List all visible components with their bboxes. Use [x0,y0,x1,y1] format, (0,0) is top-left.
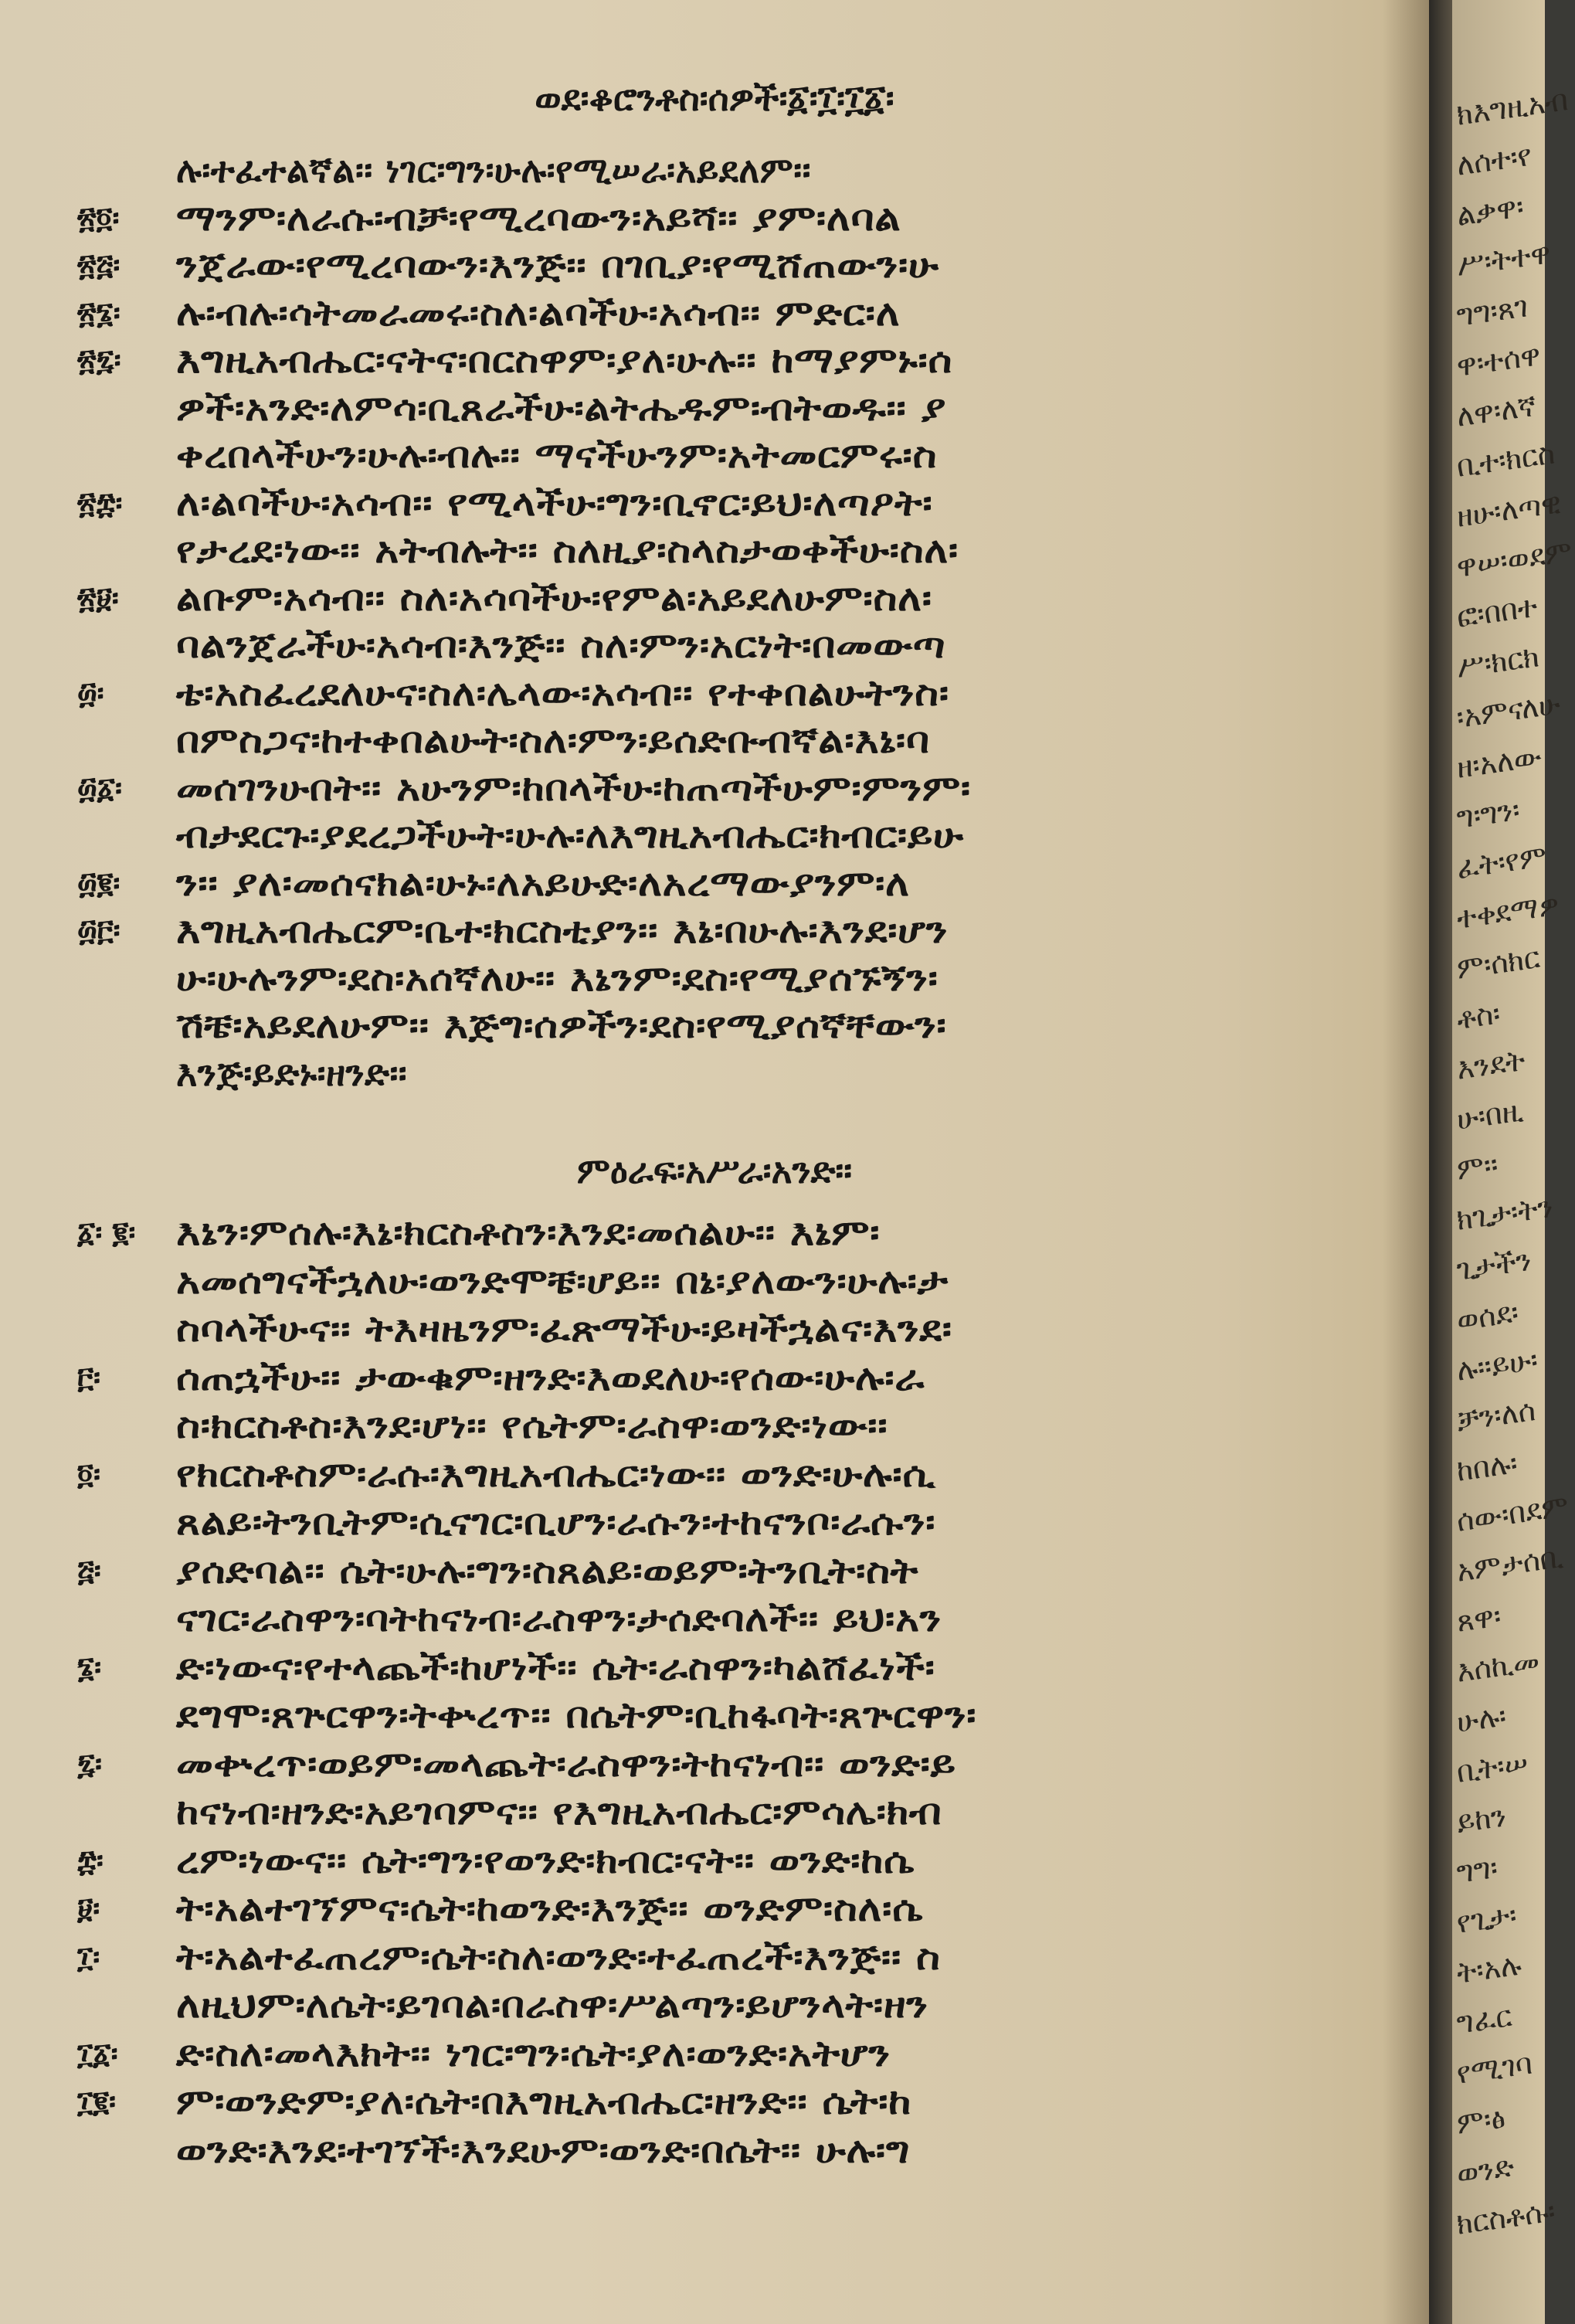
text-line: በምስጋና፡ከተቀበልሁት፡ስለ፡ምን፡ይሰድቡብኛል፡እኔ፡ባ [176,719,930,761]
next-page-fragment: ወሰደ፡ [1454,1295,1521,1337]
verse-number: ፬፡ [77,1456,100,1491]
next-page-fragment: ሰው፡በደም [1454,1488,1571,1538]
verse-number: ፳፮፡ [77,295,121,330]
next-page-edge [1452,0,1575,2324]
next-page-fragment: ፡አምናለሁ [1454,686,1563,735]
verse-number: ፲፡ [77,1939,100,1974]
verse-number: ፩፡ ፪፡ [77,1215,136,1249]
next-page-fragment: ለሰተ፡የ [1454,138,1534,182]
text-line: ወንድ፡እንደ፡ተገኘች፡እንደሁም፡ወንድ፡በሴት፡፡ ሁሉ፡ግ [176,2129,911,2171]
verse-number: ፱፡ [77,1891,100,1925]
next-page-fragment: ግ፡ግን፡ [1454,792,1522,835]
text-line: ንጀራው፡የሚረባውን፡እንጅ፡፡ በገቢያ፡የሚሸጠውን፡ሁ [176,244,939,286]
verse-number: ፳፰፡ [77,485,123,520]
text-line: ቀረበላችሁን፡ሁሉ፡ብሉ፡፡ ማናችሁንም፡አትመርምሩ፡ስ [176,434,938,476]
book-gutter [1429,0,1452,2324]
next-page-fragment: ግፈር [1454,1999,1514,2040]
page-curl-shadow [1383,0,1429,2324]
text-line: ሽቼ፡አይደለሁም፡፡ እጅግ፡ሰዎችን፡ደስ፡የሚያሰኛቸውን፡ [176,1004,947,1046]
next-page-fragment: ግግ፡ [1454,1850,1500,1890]
text-line: መሰገንሁበት፡፡ አሁንም፡ከበላችሁ፡ከጠጣችሁም፡ምንም፡ [176,766,971,809]
next-page-fragment: ጊታችን [1454,1242,1534,1287]
next-page-fragment: ቶስ፡ [1454,996,1502,1036]
next-page-fragment: የሚገባ [1454,2046,1535,2091]
verse-number: ፮፡ [77,1650,102,1684]
text-line: ስባላችሁና፡፡ ትእዛዜንም፡ፈጽማችሁ፡ይዛችኋልና፡እንደ፡ [176,1308,952,1350]
next-page-fragment: ከበሉ፡ [1454,1446,1520,1488]
verse-number: ፳፭፡ [77,248,121,282]
verse-number: ፴፡ [77,675,104,710]
next-page-fragment: ክርስቶሱ፡ [1454,2193,1558,2241]
verse-number: ፭፡ [77,1553,101,1588]
text-line: ለ፡ልባችሁ፡አሳብ፡፡ የሚላችሁ፡ግን፡ቢኖር፡ይህ፡ለጣዖት፡ [176,481,933,524]
next-page-fragment: ግግ፡ጸገ [1454,289,1530,333]
verse-number: ፲፩፡ [77,2036,118,2071]
text-line: ባልንጀራችሁ፡አሳብ፡እንጅ፡፡ ስለ፡ምን፡አርነት፡በመውጣ [176,624,946,666]
text-line: መቍረጥ፡ወይም፡መላጨት፡ራስዋን፡ትከናነብ፡፡ ወንድ፡ይ [176,1742,956,1785]
next-page-fragment: ት፡አሉ [1454,1947,1524,1990]
next-page-fragment: ተቀደማዎ [1454,887,1562,936]
text-line: ረም፡ነውና፡፡ ሴት፡ግን፡የወንድ፡ክብር፡ናት፡፡ ወንድ፡ከሴ [176,1839,915,1881]
next-page-fragment: ጸዋ፡ [1454,1599,1503,1639]
next-page-fragment: ቻን፡ለሰ [1454,1392,1538,1438]
next-page-fragment: ክእግዚአብ [1454,83,1570,132]
text-line: ድ፡ነውና፡የተላጨች፡ከሆነች፡፡ ሴት፡ራስዋን፡ካልሸፈነች፡ [176,1646,935,1688]
text-line: አመሰግናችኋለሁ፡ወንድሞቼ፡ሆይ፡፡ በኔ፡ያለውን፡ሁሉ፡ታ [176,1259,949,1302]
next-page-fragment: ዋ፡ተሰዋ [1454,338,1543,383]
text-line: ድ፡ስለ፡መላእክት፡፡ ነገር፡ግን፡ሴት፡ያለ፡ወንድ፡አትሆን [176,2032,891,2074]
text-line: ሉ፡ብሉ፡ሳትመራመሩ፡ስለ፡ልባችሁ፡አሳብ፡፡ ምድር፡ለ [176,291,901,334]
next-page-fragment: ክጊታ፡ትን [1454,1189,1556,1237]
text-line: የክርስቶስም፡ራሱ፡እግዚአብሔር፡ነው፡፡ ወንድ፡ሁሉ፡ሲ [176,1452,936,1495]
text-line: ሰጠኋችሁ፡፡ ታውቁም፡ዘንድ፡እወደለሁ፡የሰው፡ሁሉ፡ራ [176,1356,925,1398]
next-page-fragment: የጊታ፡ [1454,1898,1519,1940]
next-page-fragment: እንደት [1454,1042,1528,1086]
text-line: ት፡አልተገኘምና፡ሴት፡ከወንድ፡እንጅ፡፡ ወንድም፡ስለ፡ሴ [176,1887,924,1929]
verse-number: ፳፯፡ [77,343,121,377]
next-page-fragment: ወንድ [1454,2149,1516,2191]
next-page-fragment: ቢተ፡ክርስ [1454,436,1557,484]
chapter-heading: ምዕራፍ፡አሥራ፡አንድ፡፡ [576,1150,853,1191]
text-line: ጸልይ፡ትንቢትም፡ሲናገር፡ቢሆን፡ራሱን፡ተከናንቦ፡ራሱን፡ [176,1501,936,1543]
text-line: እንጅ፡ይድኑ፡ዘንድ፡፡ [176,1052,408,1094]
next-page-fragment: ፈት፡የም [1454,838,1550,885]
verse-number: ፫፡ [77,1360,100,1395]
text-line: ሉ፡ተፈተልኛል፡፡ ነገር፡ግን፡ሁሉ፡የሚሠራ፡አይደለም፡፡ [176,149,811,191]
verse-number: ፴፩፡ [77,770,123,805]
next-page-fragment: ሥ፡ትተዋ [1454,236,1553,283]
next-page-fragment: ም፡ፅ [1454,2100,1508,2141]
next-page-fragment: ልቃዋ፡ [1454,189,1526,233]
next-page-fragment: ም፡ሰክር [1454,940,1543,986]
next-page-fragment: ፎ፡በበተ [1454,589,1539,634]
verse-number: ፰፡ [77,1843,104,1877]
next-page-fragment: ይከን [1454,1799,1509,1840]
text-line: ልቡም፡አሳብ፡፡ ስለ፡አሳባችሁ፡የምል፡አይደለሁም፡ስለ፡ [176,576,932,619]
text-line: እኔን፡ምሰሉ፡እኔ፡ክርስቶስን፡እንደ፡መሰልሁ፡፡ እኔም፡ [176,1211,881,1253]
next-page-fragment: ሁ፡በዚ [1454,1093,1526,1137]
text-line: ከናነብ፡ዘንድ፡አይገባምና፡፡ የእግዚአብሔር፡ምሳሌ፡ክብ [176,1791,942,1833]
text-line: ያሰድባል፡፡ ሴት፡ሁሉ፡ግን፡ስጸልይ፡ወይም፡ትንቢት፡ስት [176,1549,918,1592]
text-line: ዎች፡አንድ፡ለምሳ፡ቢጸራችሁ፡ልትሔዱም፡ብትወዱ፡፡ ያ [176,386,946,429]
next-page-fragment: ዘ፡አለው [1454,739,1544,785]
text-line: እግዚአብሔር፡ናትና፡በርስዋም፡ያለ፡ሁሉ፡፡ ከማያምኑ፡ሰ [176,339,953,381]
next-page-fragment: ሥ፡ክርክ [1454,639,1542,685]
next-page-fragment: ዘሁ፡ለጣዊ [1454,485,1563,534]
text-line: ናገር፡ራስዋን፡ባትከናነብ፡ራስዋን፡ታሰድባለች፡፡ ይህ፡አን [176,1598,942,1639]
text-line: ለዚህም፡ለሴት፡ይገባል፡በራስዋ፡ሥልጣን፡ይሆንላት፡ዘን [176,1984,928,2026]
text-line: የታረደ፡ነው፡፡ አትብሉት፡፡ ስለዚያ፡ስላስታወቀችሁ፡ስለ፡ [176,529,959,571]
text-line: ደግሞ፡ጸጕርዋን፡ትቍረጥ፡፡ በሴትም፡ቢከፋባት፡ጸጕርዋን፡ [176,1694,977,1736]
verse-number: ፲፪፡ [77,2084,116,2118]
next-page-fragment: ም፡፡ [1454,1147,1500,1187]
text-line: ት፡አልተፈጠረም፡ሴት፡ስለ፡ወንድ፡ተፈጠረች፡እንጅ፡፡ ስ [176,1935,941,1978]
verse-number: ፴፫፡ [77,913,121,947]
text-line: ሁ፡ሁሉንም፡ደስ፡አሰኛለሁ፡፡ እኔንም፡ደስ፡የሚያሰኙኝን፡ [176,956,939,999]
next-page-fragment: ዋሠ፡ወደም [1454,534,1575,584]
next-page-fragment: አምታሰቢ [1454,1539,1566,1588]
text-line: ቴ፡አስፈረደለሁና፡ስለ፡ሌላው፡አሳብ፡፡ የተቀበልሁትንስ፡ [176,671,949,714]
next-page-fragment: ሁሉ፡ [1454,1698,1509,1739]
verse-number: ፳፱፡ [77,580,119,615]
next-page-fragment: ለዋ፡ለኛ [1454,388,1539,433]
running-header: ወደ፡ቆሮንቶስ፡ሰዎች፡፩፡፲፡፲፩፡ [535,77,894,119]
verse-number: ፯፡ [77,1746,102,1781]
next-page-fragment: ሉ፡፡ይሁ፡ [1454,1342,1540,1388]
verse-number: ፳፬፡ [77,200,120,235]
text-line: ማንም፡ለራሱ፡ብቻ፡የሚረባውን፡አይሻ፡፡ ያም፡ለባል [176,196,901,239]
verse-number: ፴፪፡ [77,865,121,900]
text-line: ን፡፡ ያለ፡መሰናክል፡ሁኑ፡ለአይሁድ፡ለአረማውያንም፡ለ [176,861,910,904]
text-line: እግዚአብሔርም፡ቤተ፡ክርስቲያን፡፡ እኔ፡በሁሉ፡እንደ፡ሆን [176,909,949,951]
next-page-fragment: ቢት፡ሠ [1454,1745,1531,1789]
next-page-fragment: እሰኪመ [1454,1643,1542,1689]
text-line: ም፡ወንድም፡ያለ፡ሴት፡በእግዚአብሔር፡ዘንድ፡፡ ሴት፡ከ [176,2081,911,2122]
text-line: ስ፡ክርስቶስ፡እንደ፡ሆነ፡፡ የሴትም፡ራስዋ፡ወንድ፡ነው፡፡ [176,1405,888,1446]
text-line: ብታደርጉ፡ያደረጋችሁት፡ሁሉ፡ለእግዚአብሔር፡ክብር፡ይሁ [176,814,964,856]
